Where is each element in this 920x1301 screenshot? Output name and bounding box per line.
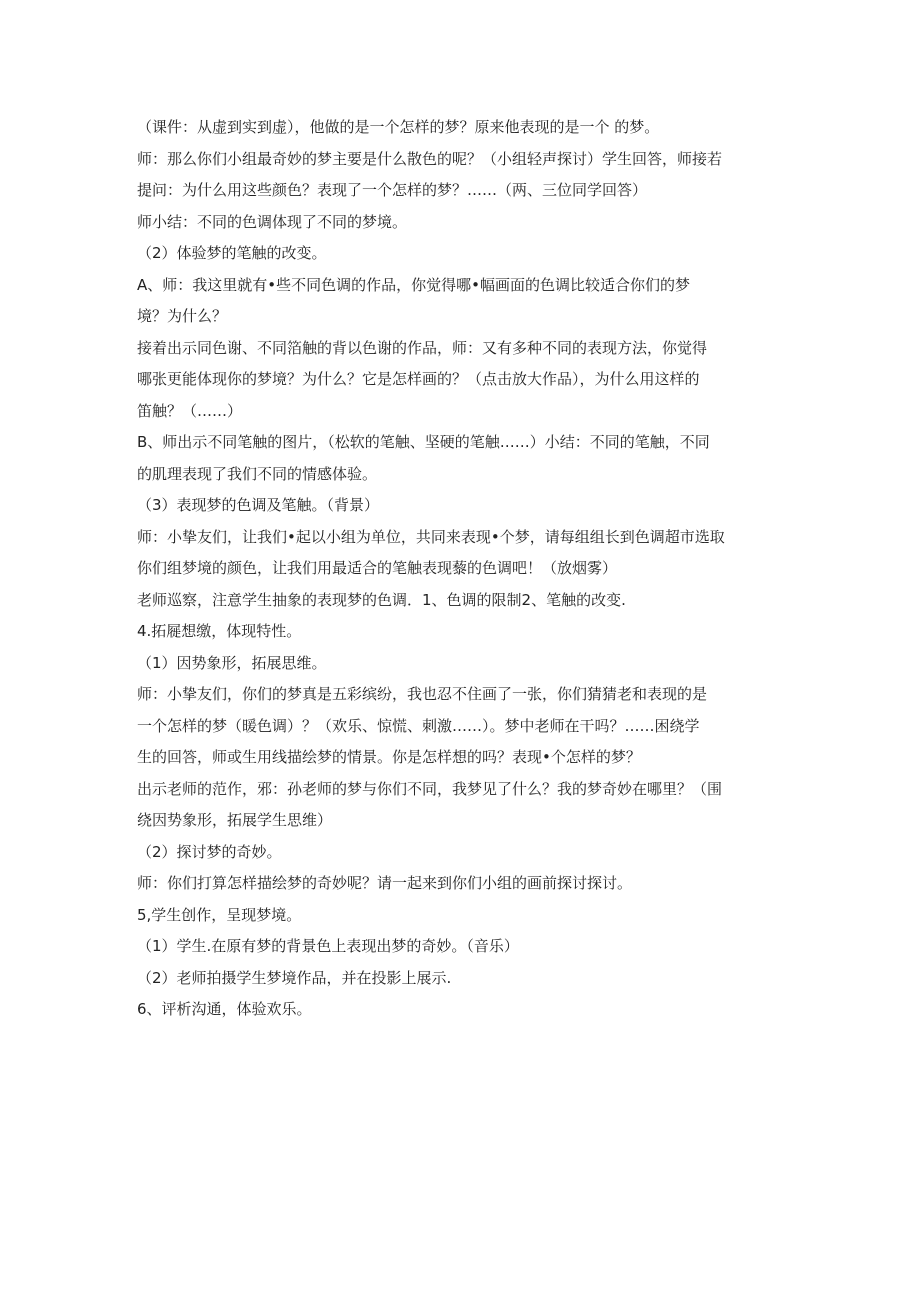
- text-line: 师：你们打算怎样描绘梦的奇妙呢？请一起来到你们小组的画前探讨探讨。: [137, 874, 633, 892]
- text-line: 接着出示同色谢、不同箔触的背以色谢的作品，师：又有多种不同的表现方法，你觉得: [137, 338, 708, 357]
- text-line: 笛触？（……）: [137, 401, 243, 420]
- text-line: 师小结：不同的色调体现了不同的梦境。: [137, 212, 408, 231]
- text-line: 境？为什么？: [137, 307, 228, 325]
- text-line: 绕因势象形，拓展学生思维）: [137, 811, 333, 829]
- text-line: 出示老师的范作，邪：孙老师的梦与你们不同，我梦见了什么？我的梦奇妙在哪里？（围: [137, 779, 723, 798]
- text-line: 你们组梦境的颜色，让我们用最适合的笔触表现藜的色调吧！（放烟雾）: [137, 559, 618, 577]
- text-line: （2）探讨梦的奇妙。: [137, 842, 282, 861]
- text-line: （2）体验梦的笔触的改变。: [137, 244, 327, 262]
- text-line: 的肌理表现了我们不同的情感体验。: [137, 464, 378, 483]
- text-line: 哪张更能体现你的梦境？为什么？它是怎样画的？（点击放大作品），为什么用这样的: [137, 370, 700, 388]
- text-line: 4.拓屣想缴，体现特性。: [137, 622, 302, 640]
- text-line: （1）学生.在原有梦的背景色上表现出梦的奇妙。（音乐）: [137, 937, 519, 955]
- text-line: （3）表现梦的色调及笔触。（背景）: [137, 496, 380, 514]
- text-line: 一个怎样的梦（暖色调）？（欢乐、惊慌、刺激……）。梦中老师在干吗？……困绕学: [137, 716, 700, 735]
- document-body: [137, 112, 787, 1026]
- text-line: 师：小挚友们，让我们•起以小组为单位，共同来表现•个梦，请每组组长到色调超市选取: [137, 527, 725, 546]
- text-line: 6、评析沟通，体验欢乐。: [137, 1000, 312, 1018]
- text-line: A、师：我这里就有•些不同色调的作品，你觉得哪•幅画面的色调比较适合你们的梦: [137, 275, 690, 294]
- text-line: （1）因势象形，拓展思维。: [137, 653, 327, 672]
- text-line: 师：那么你们小组最奇妙的梦主要是什么散色的呢？（小组轻声探讨）学生回答，师接若: [137, 149, 723, 168]
- text-line: B、师出示不同笔触的图片，（松软的笔触、坚硬的笔触……）小结：不同的笔触，不同: [137, 433, 710, 451]
- text-line: 师：小挚友们，你们的梦真是五彩缤纷，我也忍不住画了一张，你们猜猜老和表现的是: [137, 685, 708, 703]
- text-line: 老师巡察，注意学生抽象的表现梦的色调．1、色调的限制2、笔触的改变.: [137, 590, 626, 609]
- text-line: 提问：为什么用这些颜色？表现了一个怎样的梦？……（两、三位同学回答）: [137, 181, 648, 199]
- text-line: （课件：从虚到实到虚），他做的是一个怎样的梦？原来他表现的是一个 的梦。: [137, 118, 660, 136]
- text-line: 生的回答，师或生用线描绘梦的情景。你是怎样想的吗？表现•个怎样的梦？: [137, 748, 641, 766]
- text-line: 5,学生创作，呈现梦境。: [137, 905, 302, 924]
- text-line: （2）老师拍摄学生梦境作品，并在投影上展示.: [137, 968, 452, 987]
